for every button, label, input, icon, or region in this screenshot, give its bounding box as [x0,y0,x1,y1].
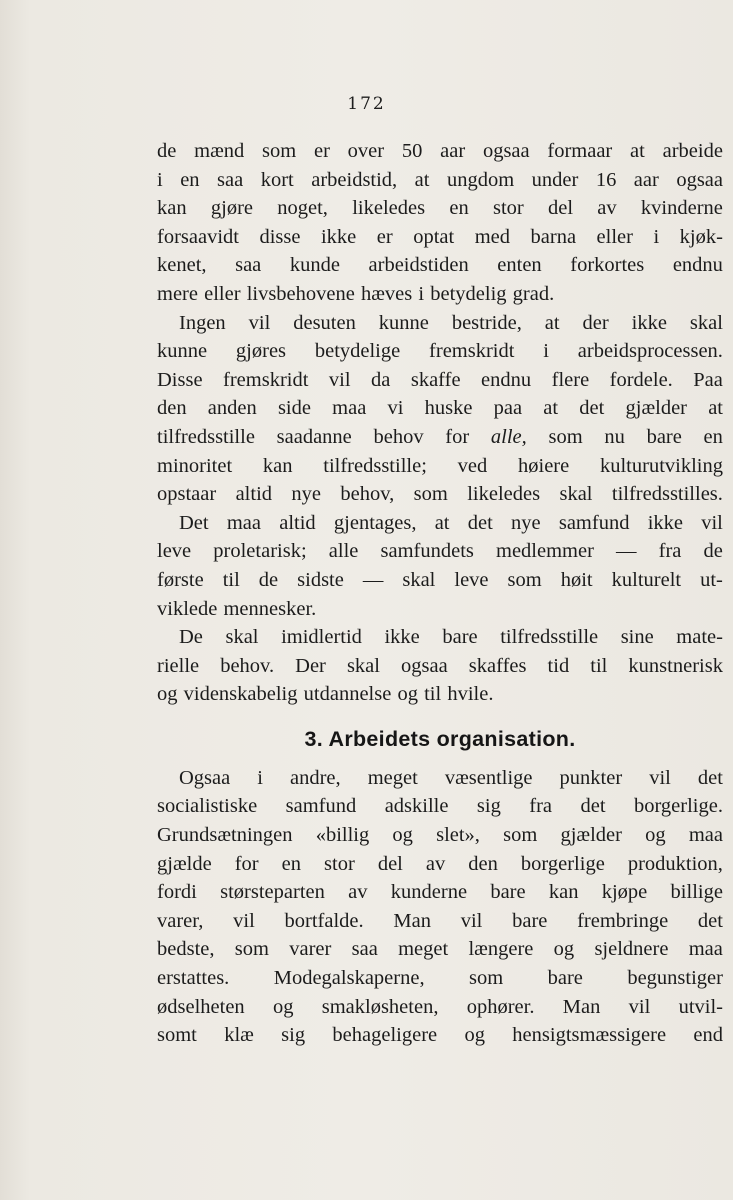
word: huske [424,397,473,420]
word: kunderne [390,881,468,904]
word: barna [530,225,577,248]
word: kunne [157,340,208,363]
word: høit [560,568,593,591]
word: optat [413,225,455,248]
word: gjælde [157,852,212,875]
word: endnu [481,368,532,391]
text-line [157,821,723,850]
section-heading: 3. Arbeidets organisation. [304,726,576,751]
word: ogsaa [401,654,448,677]
word: de [157,140,177,162]
word: anden [207,397,257,420]
word: maa [688,824,723,847]
word: at [708,397,723,420]
word: likeledes [467,483,541,506]
word: vi [387,397,404,420]
text-line [157,137,723,166]
paragraph-2 [157,309,723,509]
word: ødselheten [157,995,245,1018]
word: opstaar [157,483,217,506]
word: til [222,568,240,591]
text-line [157,309,723,338]
word: at [414,168,430,191]
word: gjøre [210,197,253,220]
word: saa [235,254,262,277]
word: kort [260,168,294,191]
word: medlemmer [496,540,594,563]
word: er [376,225,393,248]
word: Ingen [179,311,226,334]
word: av [348,881,368,904]
word: kan [262,454,293,477]
text-line [157,223,723,252]
word: ut- [700,568,723,591]
word: en [281,852,301,875]
word: smakløsheten, [321,995,439,1018]
word: de [258,568,279,591]
word: andre, [290,766,341,789]
word: desuten [293,311,356,334]
word: erstattes. [157,967,230,990]
word: vil [328,368,351,391]
word: gjælder [560,824,622,847]
word: paa [493,397,523,420]
word: leve [157,540,192,563]
word: gjøres [235,340,287,363]
word: viklede [157,597,218,620]
word: mate- [676,626,723,649]
text-line [157,964,723,993]
word: noget, [277,197,328,220]
word: er [313,140,330,162]
word: Grundsætningen [157,824,293,847]
text-line [157,423,723,452]
word: forsaavidt [157,225,239,248]
text-line [157,509,723,538]
text-line [157,878,723,907]
text-line [157,1021,723,1050]
word: betydelige [314,340,401,363]
word: stor [324,852,355,875]
word: gjentages, [333,511,417,534]
word: det [697,909,723,932]
word: arbeidsprocessen. [577,340,723,363]
word: Disse [157,368,203,391]
word: skal [225,626,259,649]
word: arbeide [662,140,723,162]
word: borgerlige [520,852,605,875]
word: ved [457,454,488,477]
word: at [630,140,645,162]
word: hensigtsmæssigere [512,1024,667,1047]
word: en [180,168,200,191]
text-line [157,337,723,366]
word: som [507,568,542,591]
word: da [371,368,391,391]
word: høiere [518,454,570,477]
text-line [157,537,723,566]
word: sidste [297,568,344,591]
word: tilfredsstilles. [611,483,723,506]
word: ogsaa [482,140,530,162]
word: kunne [378,311,429,334]
word: altid [279,511,316,534]
text-line [157,595,723,624]
word: som [469,967,504,990]
word: mænd [194,140,245,162]
word: 16 [595,168,617,191]
word: bare [442,626,478,649]
word: og [397,683,418,706]
word: en [449,197,469,220]
word: i [157,168,163,191]
word: altid [235,483,273,506]
paragraph-3 [157,509,723,623]
word: eller [204,282,241,305]
text-line [157,623,723,652]
word: — [362,568,384,591]
word: minoritet [157,454,233,477]
text-line [157,792,723,821]
word: grad. [512,282,555,305]
word: hæves [361,282,413,305]
word: livsbehovene [246,282,355,305]
word: bare [547,967,583,990]
text-line [157,251,723,280]
word: ikke [631,311,667,334]
text-line [157,452,723,481]
word: Der [295,654,326,677]
word: adskille [384,795,449,818]
word: som [548,425,583,448]
word: Man [562,995,601,1018]
word: end [693,1024,723,1047]
word: behov [373,425,424,448]
word: produktion, [627,852,723,875]
word: Det [179,511,209,534]
text-line [157,850,723,879]
word: ungdom [446,168,515,191]
word: gjælder [625,397,688,420]
word: tilfredsstille [500,626,599,649]
word: Man [393,909,431,932]
word: alle [328,540,359,563]
word: kulturutvikling [599,454,723,477]
word: størsteparten [220,881,325,904]
text-line [157,394,723,423]
word: «billig [315,824,370,847]
word: fordele. [609,368,673,391]
word: kenet, [157,254,207,277]
word: videnskabelig [183,683,298,706]
word: der [582,311,609,334]
word: nye [511,511,541,534]
word: sig [476,795,501,818]
word: forkortes [570,254,645,277]
word: enten [497,254,542,277]
word: Modegalskaperne, [273,967,425,990]
word: Ogsaa [179,766,231,789]
word: del [547,197,574,220]
text-line [157,652,723,681]
word: samfund [285,795,357,818]
word: bestride, [451,311,522,334]
word: at [544,311,560,334]
word: tilfredsstille [157,425,255,448]
word: kan [548,881,579,904]
word: — [616,540,637,563]
word: ikke [647,511,683,534]
word: med [474,225,511,248]
word: og [392,824,413,847]
word: bortfalde. [284,909,364,932]
word: den [157,397,187,420]
text-line [157,566,723,595]
word: 50 [401,140,423,162]
word: maa [332,397,367,420]
word: borgerlige. [633,795,723,818]
word: tid [547,654,570,677]
word: fra [529,795,553,818]
word: fordi [157,881,197,904]
text-line [157,680,723,709]
word: punkter [559,766,623,789]
word: utvil- [678,995,723,1018]
word: imidlertid [281,626,362,649]
word: og [464,1024,485,1047]
page-number: 172 [347,94,386,114]
word: frembringe [577,909,669,932]
paragraph-1 [157,137,723,309]
word: sig [281,1024,306,1047]
word: vil [701,511,723,534]
word: utdannelse [303,683,392,706]
word: disse [259,225,301,248]
word: og [157,683,178,706]
word: tilfredsstille; [323,454,427,477]
word: saa [217,168,244,191]
word: slet», [436,824,480,847]
word: kan [157,197,187,220]
word: leve [454,568,489,591]
word: sjeldnere [594,938,669,961]
word: begunstiger [627,967,723,990]
word: meget [398,938,449,961]
word: socialistiske [157,795,258,818]
word: mere [157,282,198,305]
word: endnu [672,254,723,277]
word: i [257,766,263,789]
word: skaffe [410,368,461,391]
word: vil [233,909,255,932]
word: betydelig [430,282,507,305]
word: varer, [157,909,204,932]
word: det [580,795,606,818]
word: varer [289,938,332,961]
word: behageligere [332,1024,438,1047]
word: for [445,425,470,448]
word: eller [596,225,633,248]
word: proletarisk; [213,540,307,563]
word: vil [248,311,271,334]
word: vil [460,909,483,932]
word: ophører. [466,995,535,1018]
text-line [157,993,723,1022]
text-line [157,480,723,509]
word: under [531,168,579,191]
word: skal [346,654,380,677]
word: som [503,824,538,847]
word: hvile. [447,683,494,706]
word: som [413,483,448,506]
word: væsentlige [444,766,533,789]
word: bare [490,881,526,904]
text-line [157,366,723,395]
word: klæ [224,1024,254,1047]
word: stor [492,197,524,220]
word: det [579,397,605,420]
word: aar [633,168,659,191]
word: fra [658,540,682,563]
word: vil [628,995,651,1018]
word: kvinderne [640,197,723,220]
word: til [424,683,442,706]
word: til [590,654,608,677]
word: kunstnerisk [628,654,723,677]
text-line [157,764,723,793]
word: som [262,140,297,162]
word: kjøpe [601,881,648,904]
word: side [277,397,311,420]
word: at [434,511,450,534]
word: og [272,995,294,1018]
word: billige [670,881,723,904]
word: fremskridt [429,340,515,363]
word: somt [157,1024,197,1047]
word: kunde [289,254,340,277]
word: behov. [220,654,275,677]
word: ikke [320,225,357,248]
body-text [157,137,723,1050]
word: for [234,852,259,875]
word: formaar [547,140,613,162]
word: samfund [558,511,630,534]
word: del [377,852,403,875]
word: i [653,225,660,248]
word: behov, [340,483,395,506]
word: de [703,540,723,563]
word: første [157,568,204,591]
text-line [157,935,723,964]
word: og [553,938,575,961]
word: længere [468,938,534,961]
word: arbeidstiden [368,254,469,277]
word: saa [351,938,378,961]
paragraph-4 [157,623,723,709]
word: rielle [157,654,200,677]
word: ogsaa [676,168,723,191]
word: fremskridt [223,368,309,391]
word: det [697,766,723,789]
word: den [468,852,498,875]
word: en [703,425,723,448]
word: maa [688,938,723,961]
word: og [645,824,666,847]
word: aar [440,140,466,162]
word: over [347,140,385,162]
word: samfundets [380,540,474,563]
word: det [467,511,493,534]
word: av [597,197,617,220]
word: skal [559,483,593,506]
word: bare [512,909,548,932]
word: bare [646,425,682,448]
word: nye [291,483,321,506]
word: Paa [693,368,723,391]
text-line [157,907,723,936]
word: nu [604,425,625,448]
word: som [234,938,269,961]
word: kulturelt [611,568,682,591]
word: bedste, [157,938,215,961]
text-line [157,280,723,309]
word: skal [689,311,723,334]
emphasized-word: alle, [490,425,527,448]
word: av [425,852,446,875]
text-line [157,166,723,195]
word: arbeidstid, [311,168,398,191]
word: meget [367,766,418,789]
word: at [543,397,559,420]
word: saadanne [276,425,352,448]
word: maa [226,511,261,534]
word: likeledes [352,197,426,220]
word: flere [551,368,590,391]
word: kjøk- [679,225,723,248]
text-line [157,194,723,223]
word: mennesker. [223,597,317,620]
word: ikke [384,626,420,649]
word: De [179,626,203,649]
word: skal [402,568,436,591]
word: i [418,282,425,305]
word: sine [620,626,654,649]
paragraph-5 [157,764,723,1050]
word: skaffes [468,654,527,677]
word: vil [649,766,671,789]
word: i [543,340,549,363]
